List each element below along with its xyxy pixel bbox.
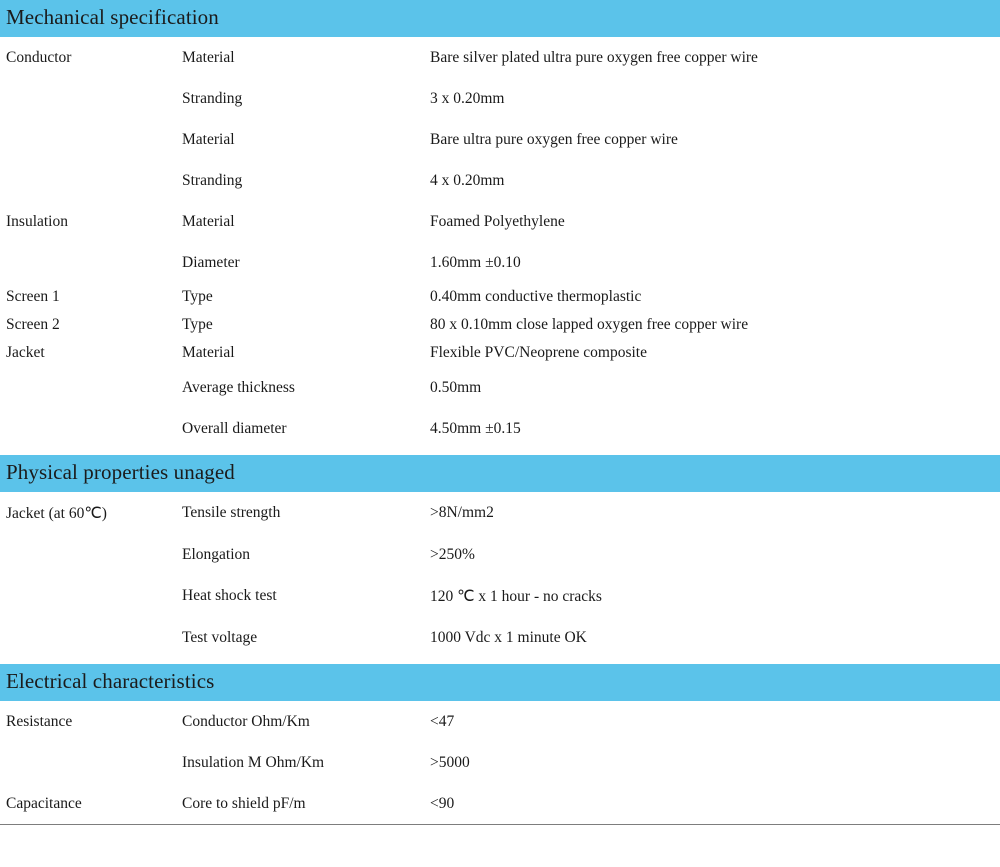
row-label: Conductor — [6, 49, 72, 66]
row-value: <90 — [430, 795, 455, 812]
row-property: Insulation M Ohm/Km — [182, 754, 325, 771]
table-row — [0, 283, 1000, 311]
row-label — [0, 119, 176, 142]
row-label — [0, 408, 176, 431]
row-value: 4 x 0.20mm — [430, 172, 505, 189]
table-row — [0, 160, 1000, 201]
row-property: Overall diameter — [182, 420, 287, 437]
bottom-divider — [0, 824, 1000, 825]
row-value: <47 — [430, 713, 455, 730]
table-row — [0, 339, 1000, 367]
row-property: Diameter — [182, 254, 240, 271]
row-property: Material — [182, 213, 235, 230]
section-header-mechanical-specification: Mechanical specification — [0, 0, 1000, 37]
row-value: Foamed Polyethylene — [430, 213, 565, 230]
row-value: >5000 — [430, 754, 470, 771]
row-label: Insulation — [6, 213, 68, 230]
table-row — [0, 534, 1000, 575]
row-property: Tensile strength — [182, 504, 281, 521]
row-value: Bare ultra pure oxygen free copper wire — [430, 131, 678, 148]
row-value: >250% — [430, 546, 475, 563]
row-label — [0, 367, 176, 390]
row-value: 3 x 0.20mm — [430, 90, 505, 107]
electrical-characteristics-table — [0, 701, 1000, 824]
table-row — [0, 617, 1000, 658]
table-row — [0, 742, 1000, 783]
row-property: Core to shield pF/m — [182, 795, 306, 812]
section-electrical-characteristics — [0, 664, 1000, 825]
section-header-electrical-characteristics: Electrical characteristics — [0, 664, 1000, 701]
table-row — [0, 408, 1000, 449]
table-row — [0, 78, 1000, 119]
section-header-physical-properties-unaged: Physical properties unaged — [0, 455, 1000, 492]
row-label — [0, 742, 176, 765]
row-label: Jacket (at 60℃) — [6, 505, 107, 522]
row-property: Test voltage — [182, 629, 258, 646]
table-row — [0, 119, 1000, 160]
row-property: Conductor Ohm/Km — [182, 713, 310, 730]
row-property: Average thickness — [182, 379, 295, 396]
table-row — [0, 575, 1000, 617]
row-label: Capacitance — [6, 795, 82, 812]
row-value: Bare silver plated ultra pure oxygen free copper wire — [430, 49, 758, 66]
row-property: Material — [182, 49, 235, 66]
row-label — [0, 534, 176, 557]
mechanical-specification-table — [0, 37, 1000, 449]
table-row — [0, 311, 1000, 339]
row-value: Flexible PVC/Neoprene composite — [430, 344, 647, 361]
physical-properties-table — [0, 492, 1000, 658]
row-label — [0, 78, 176, 101]
row-label — [0, 242, 176, 265]
row-property: Material — [182, 344, 235, 361]
row-label — [0, 617, 176, 640]
table-row — [0, 37, 1000, 78]
table-row — [0, 783, 1000, 824]
row-label — [0, 575, 176, 598]
table-row — [0, 492, 1000, 534]
row-label: Screen 2 — [6, 316, 60, 333]
row-value: >8N/mm2 — [430, 504, 494, 521]
table-row — [0, 201, 1000, 242]
row-value: 0.40mm conductive thermoplastic — [430, 288, 642, 305]
row-property: Type — [182, 288, 213, 305]
row-label: Screen 1 — [6, 288, 60, 305]
row-value: 0.50mm — [430, 379, 482, 396]
table-row — [0, 701, 1000, 742]
table-row — [0, 367, 1000, 408]
row-property: Stranding — [182, 90, 243, 107]
row-property: Material — [182, 131, 235, 148]
row-value: 120 ℃ x 1 hour - no cracks — [430, 588, 602, 605]
section-physical-properties-unaged — [0, 455, 1000, 658]
table-row — [0, 242, 1000, 283]
row-value: 1.60mm ±0.10 — [430, 254, 521, 271]
row-property: Stranding — [182, 172, 243, 189]
row-property: Heat shock test — [182, 587, 277, 604]
row-label — [0, 160, 176, 183]
row-value: 1000 Vdc x 1 minute OK — [430, 629, 587, 646]
row-value: 80 x 0.10mm close lapped oxygen free copper wire — [430, 316, 749, 333]
row-value: 4.50mm ±0.15 — [430, 420, 521, 437]
row-property: Type — [182, 316, 213, 333]
row-property: Elongation — [182, 546, 251, 563]
row-label: Resistance — [6, 713, 73, 730]
row-label: Jacket — [6, 344, 45, 361]
